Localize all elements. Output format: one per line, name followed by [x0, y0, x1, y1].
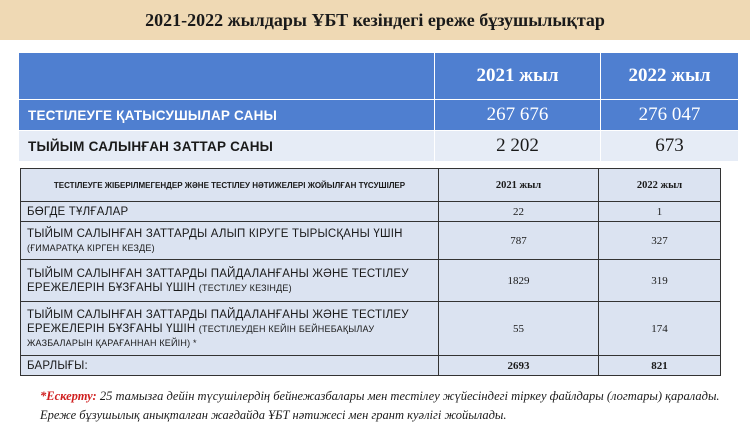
footnote-text: 25 тамызға дейін түсушілердің бейнежазбалары мен тестілеу жүйесіндегі тіркеу файлдары (логтары) қаралады. Ереже бұзушылық анықталған жағдайда ҰБТ нәтижесі мен грант куәлігі жойылады.	[40, 389, 720, 422]
summary-row-label: ТЫЙЫМ САЛЫНҒАН ЗАТТАР САНЫ	[19, 131, 435, 162]
summary-value: 276 047	[601, 100, 739, 131]
details-header-row	[21, 169, 721, 202]
total-row	[21, 356, 721, 376]
row-label: ТЫЙЫМ САЛЫНҒАН ЗАТТАРДЫ ПАЙДАЛАНҒАНЫ ЖӘНЕ ТЕСТІЛЕУ ЕРЕЖЕЛЕРІН БҰЗҒАНЫ ҮШІН (ТЕСТІЛЕУ КЕЗІНДЕ)	[21, 260, 439, 302]
page-title: 2021-2022 жылдары ҰБТ кезіндегі ереже бұзушылықтар	[145, 9, 605, 30]
row-note: (ТЕСТІЛЕУ КЕЗІНДЕ)	[198, 282, 292, 293]
row-label: БӨГДЕ ТҰЛҒАЛАР	[21, 202, 439, 222]
row-value-2022: 319	[599, 260, 721, 302]
details-table	[20, 168, 721, 376]
row-value-2021: 787	[439, 222, 599, 260]
table-row	[21, 222, 721, 260]
row-label: ТЫЙЫМ САЛЫНҒАН ЗАТТАРДЫ ПАЙДАЛАНҒАНЫ ЖӘНЕ ТЕСТІЛЕУ ЕРЕЖЕЛЕРІН БҰЗҒАНЫ ҮШІН (ТЕСТІЛЕУДЕН КЕЙІН БЕЙНЕБАҚЫЛАУ ЖАЗБАЛАРЫН ҚАРАҒАННАН КЕЙІН) *	[21, 302, 439, 356]
table-row	[21, 260, 721, 302]
summary-row-participants	[19, 100, 739, 131]
summary-row-label: ТЕСТІЛЕУГЕ ҚАТЫСУШЫЛАР САНЫ	[19, 100, 435, 131]
summary-value: 267 676	[435, 100, 601, 131]
row-label: ТЫЙЫМ САЛЫНҒАН ЗАТТАРДЫ АЛЫП КІРУГЕ ТЫРЫСҚАНЫ ҮШІН (ҒИМАРАТҚА КІРГЕН КЕЗДЕ)	[21, 222, 439, 260]
summary-row-prohibited	[19, 131, 739, 162]
row-value-2022: 174	[599, 302, 721, 356]
summary-year-2021: 2021 жыл	[435, 53, 601, 100]
row-value-2021: 1829	[439, 260, 599, 302]
summary-header-row	[19, 53, 739, 100]
row-value-2021: 55	[439, 302, 599, 356]
footnote	[40, 387, 740, 425]
row-value-2022: 1	[599, 202, 721, 222]
table-row	[21, 302, 721, 356]
footnote-marker: *Ескерту:	[40, 389, 97, 403]
details-header: ТЕСТІЛЕУГЕ ЖІБЕРІЛМЕГЕНДЕР ЖӘНЕ ТЕСТІЛЕУ НӘТИЖЕЛЕРІ ЖОЙЫЛҒАН ТҮСУШІЛЕР	[21, 169, 439, 202]
summary-year-2022: 2022 жыл	[601, 53, 739, 100]
summary-value: 673	[601, 131, 739, 162]
row-value-2022: 327	[599, 222, 721, 260]
summary-table	[18, 52, 739, 162]
total-value-2022: 821	[599, 356, 721, 376]
row-value-2021: 22	[439, 202, 599, 222]
total-value-2021: 2693	[439, 356, 599, 376]
table-row	[21, 202, 721, 222]
row-note: (ТЕСТІЛЕУДЕН КЕЙІН БЕЙНЕБАҚЫЛАУ ЖАЗБАЛАРЫН ҚАРАҒАННАН КЕЙІН) *	[27, 323, 375, 348]
row-note: (ҒИМАРАТҚА КІРГЕН КЕЗДЕ)	[27, 242, 155, 253]
details-year-2021: 2021 жыл	[439, 169, 599, 202]
summary-header-blank	[19, 53, 435, 100]
summary-value: 2 202	[435, 131, 601, 162]
total-label: БАРЛЫҒЫ:	[21, 356, 439, 376]
details-year-2022: 2022 жыл	[599, 169, 721, 202]
title-band	[0, 0, 750, 40]
